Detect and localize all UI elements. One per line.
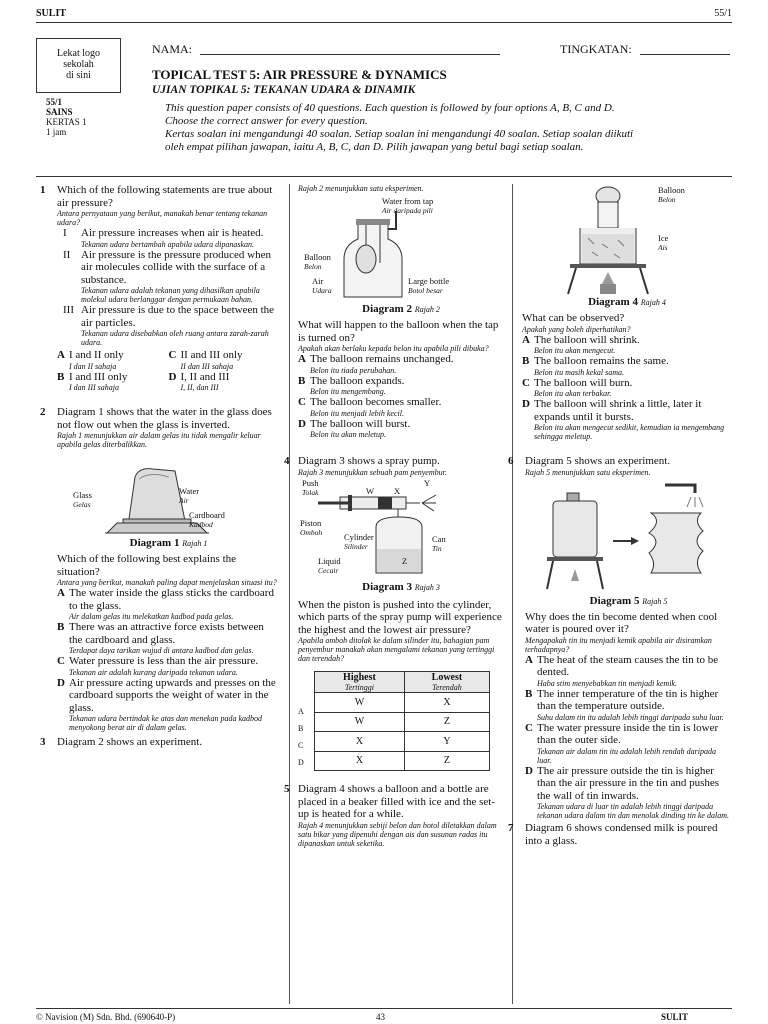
- question-4: [284, 455, 504, 771]
- diagram-2-caption: Diagram 2 Rajah 2: [362, 303, 440, 315]
- label-tap: Water from tap Air daripada pili: [382, 196, 434, 215]
- table-cell-lowest: Z: [404, 751, 489, 771]
- answer-option[interactable]: [298, 353, 504, 375]
- option-row: [525, 722, 732, 747]
- option-key: A: [298, 353, 306, 365]
- header-rule: [36, 22, 732, 23]
- option-row: [298, 418, 504, 431]
- question-stem: Diagram 3 shows a spray pump.: [298, 455, 440, 467]
- option-key: D: [57, 676, 65, 689]
- answer-option[interactable]: [57, 655, 280, 677]
- header-bottom-rule: [36, 176, 732, 177]
- answer-option[interactable]: [57, 621, 280, 655]
- option-text-ms: Air dalam gelas itu melekatkan kadbod pada gelas.: [69, 612, 234, 621]
- answer-option[interactable]: [169, 371, 281, 393]
- header-sulit: SULIT: [36, 8, 67, 19]
- statement-item: [57, 227, 280, 249]
- question-stem: Which of the following statements are true about air pressure?: [57, 184, 273, 209]
- class-label: TINGKATAN:: [560, 42, 632, 56]
- answer-option[interactable]: [57, 371, 169, 393]
- answer-table-wrap: [298, 671, 504, 771]
- answer-option[interactable]: [57, 587, 280, 621]
- question-2: [40, 406, 280, 732]
- table-cell-highest: X: [315, 751, 405, 771]
- tin-diagram-figure: [525, 477, 725, 595]
- answer-option[interactable]: [525, 765, 732, 821]
- statement-text: Air pressure increases when air is heated.: [81, 227, 264, 239]
- label-bottle: Large bottle Botol besar: [408, 276, 450, 295]
- instructions: This question paper consists of 40 questions. Each question is followed by four options A, B, C and D. Choose the correct answer for every question. Kertas soalan ini mengandungi 40 soalan. Setiap soalan ini mengandungi 40 soalan. Setiap soalan diikuti oleh empat pilihan jawapan, iaitu A, B, C, dan D. Pilih jawapan yang betul bagi setiap soalan.: [165, 102, 634, 153]
- option-row: [525, 654, 732, 679]
- paper-code: 55/1 SAINS KERTAS 1 1 jam: [46, 97, 87, 137]
- label-liquid: Liquid Cecair: [318, 555, 341, 575]
- question-stem: Diagram 6 shows condensed milk is poured into a glass.: [525, 822, 718, 847]
- option-key: A: [522, 333, 530, 346]
- statement-text: Air pressure is due to the space between the air particles.: [81, 304, 275, 329]
- answer-option[interactable]: [525, 722, 732, 765]
- question-prompt-ms: Mengapakah tin itu menjadi kemik apabila air disiramkan terhadapnya?: [525, 635, 712, 654]
- option-text-ms: Belon itu akan mengecut.: [534, 346, 616, 355]
- question-prompt: When the piston is pushed into the cylinder, which parts of the spray pump will experience the highest and the lowest air pressure?: [298, 598, 502, 636]
- question-6: [508, 455, 732, 820]
- question-number: 2: [40, 406, 46, 418]
- option-text-ms: I dan III sahaja: [69, 383, 119, 392]
- table-cell-highest: X: [315, 732, 405, 752]
- answer-option[interactable]: [522, 355, 732, 377]
- question-prompt: What will happen to the balloon when the tap is turned on?: [298, 319, 499, 344]
- answer-option[interactable]: [522, 334, 732, 356]
- option-text: The water pressure inside the tin is lower than the outer side.: [537, 721, 719, 746]
- column-1: [40, 184, 280, 1002]
- option-key: B: [522, 355, 530, 367]
- option-text: The inner temperature of the tin is higher than the temperature outside.: [537, 687, 719, 712]
- question-5: [284, 783, 504, 848]
- answer-option[interactable]: [57, 677, 280, 733]
- table-row[interactable]: [315, 712, 490, 732]
- table-header-lowest: Lowest Terendah: [404, 672, 489, 693]
- option-text: I, II and III: [180, 370, 230, 383]
- diagram-1-caption: Diagram 1 Rajah 1: [129, 537, 208, 549]
- diagram-5: [525, 477, 732, 595]
- option-text: Air pressure acting upwards and presses on the cardboard supports the weight of water in the glass.: [69, 676, 276, 714]
- option-text: The balloon will burn.: [534, 376, 633, 389]
- option-text: Water pressure is less than the air pressure.: [69, 655, 259, 667]
- column-2: [284, 184, 504, 1002]
- option-text-ms: I, II, dan III: [180, 383, 219, 392]
- option-text: I and III only: [69, 370, 128, 383]
- footer-sulit: SULIT: [660, 1012, 688, 1022]
- question-1: [40, 184, 280, 392]
- question-stem: Diagram 4 shows a balloon and a bottle are placed in a beaker filled with ice and the set-up is heated for a while.: [298, 783, 495, 820]
- answer-option[interactable]: [525, 688, 732, 722]
- answer-option[interactable]: [298, 418, 504, 440]
- label-x: X: [394, 485, 401, 496]
- statement-key: III: [63, 304, 74, 316]
- table-row[interactable]: [315, 732, 490, 752]
- option-text-ms: Tekanan air dalam tin itu adalah lebih rendah daripada luar.: [537, 746, 716, 765]
- option-row: [522, 377, 732, 390]
- option-text: The balloon will shrink a little, later it expands until it bursts.: [534, 398, 702, 423]
- question-stem-ms: Rajah 3 menunjukkan sebuah pam penyembur.: [298, 467, 447, 477]
- question-number: 3: [40, 736, 46, 748]
- option-key: A: [57, 587, 65, 599]
- label-z: Z: [402, 555, 408, 566]
- statement-row: [63, 249, 280, 287]
- diagram-4: [522, 184, 732, 296]
- logo-text: di sini: [66, 70, 91, 81]
- diagram-5-caption: Diagram 5 Rajah 5: [589, 594, 668, 607]
- label-w: W: [366, 485, 375, 496]
- option-text: The heat of the steam causes the tin to be dented.: [537, 653, 719, 678]
- question-number: 1: [40, 184, 46, 196]
- option-key: B: [525, 687, 533, 700]
- footer-rule: [36, 1008, 732, 1009]
- option-key: D: [525, 764, 533, 777]
- answer-option[interactable]: [522, 398, 732, 441]
- answer-option[interactable]: [57, 349, 169, 371]
- statement-item: [57, 304, 280, 347]
- option-text: The balloon remains the same.: [534, 355, 669, 367]
- name-label: NAMA:: [152, 42, 193, 56]
- question-7: [508, 822, 732, 847]
- label-y: Y: [424, 477, 431, 488]
- option-text-ms: Belon itu tiada perubahan.: [310, 365, 397, 375]
- option-text: The balloon becomes smaller.: [310, 396, 442, 408]
- table-cell-highest: W: [315, 693, 405, 713]
- table-row[interactable]: [315, 693, 490, 713]
- diagram-4-caption: Diagram 4 Rajah 4: [588, 296, 666, 308]
- option-key: C: [298, 396, 306, 408]
- option-row: [298, 375, 504, 388]
- answer-option[interactable]: [298, 375, 504, 397]
- option-text: The balloon will burst.: [310, 417, 411, 430]
- label-ice: Ice Ais: [658, 233, 669, 252]
- question-stem: Diagram 1 shows that the water in the glass does not flow out when the glass is inverted.: [57, 406, 272, 431]
- option-text-ms: Tekanan air adalah kurang daripada tekanan udara.: [69, 667, 238, 677]
- question-prompt-ms: Apabila omboh ditolak ke dalam silinder itu, bahagian pam penyembur manakah akan mengalami tekanan yang tertinggi dan terendah?: [298, 636, 495, 663]
- label-piston: Piston Omboh: [300, 517, 323, 537]
- option-text: I and II only: [69, 349, 124, 361]
- question-stem-ms: Rajah 4 menunjukkan sebiji belon dan botol diletakkan dalam satu bikar yang dipenuhi dengan ais dan susunan radas itu dipanaskan untuk seketika.: [298, 820, 497, 848]
- option-text-ms: Belon itu akan mengecut sedikit, kemudian ia mengembang sehingga meletup.: [534, 423, 725, 441]
- question-3: [40, 736, 280, 749]
- label-push: Push Tolak: [302, 477, 319, 497]
- table-cell-lowest: X: [404, 693, 489, 713]
- option-row: [57, 349, 169, 362]
- option-text-ms: Belon itu menjadi lebih kecil.: [310, 408, 404, 418]
- label-can: Can Tin: [432, 533, 446, 553]
- option-key: A: [525, 653, 533, 666]
- answer-option[interactable]: [169, 349, 281, 371]
- question-stem: Diagram 2 shows an experiment.: [57, 736, 203, 748]
- option-row: [522, 355, 732, 368]
- table-row-key: B: [298, 724, 304, 733]
- answer-table: [314, 671, 490, 771]
- table-row-key: D: [298, 758, 304, 767]
- question-number: 6: [508, 455, 514, 467]
- statement-text-ms: Tekanan udara disebabkan oleh ruang antara zarah-zarah udara.: [81, 329, 269, 347]
- option-text: The balloon expands.: [310, 374, 405, 387]
- option-row: [525, 688, 732, 713]
- option-text-ms: II dan III sahaja: [180, 361, 234, 371]
- question-prompt: Which of the following best explains the situation?: [57, 553, 237, 578]
- table-cell-lowest: Z: [404, 712, 489, 732]
- footer-copyright: © Navision (M) Sdn. Bhd. (690640-P): [36, 1012, 176, 1022]
- option-text-ms: Suhu dalam tin itu adalah lebih tinggi daripada suhu luar.: [537, 712, 724, 722]
- option-text-ms: Haba stim menyebabkan tin menjadi kemik.: [537, 678, 677, 688]
- option-text-ms: Tekanan udara bertindak ke atas dan menekan pada kadbod menyokong berat air di dalam gelas.: [69, 714, 263, 732]
- option-key: D: [298, 417, 306, 430]
- answer-option[interactable]: [522, 377, 732, 399]
- logo-text: Lekat logo: [56, 48, 101, 59]
- option-text-ms: Terdapat daya tarikan wujud di antara kadbod dan gelas.: [69, 646, 254, 655]
- option-text: The balloon remains unchanged.: [310, 353, 454, 365]
- statement-key: I: [63, 227, 67, 239]
- diagram-1: [57, 449, 280, 537]
- question-prompt: What can be observed?: [522, 312, 625, 324]
- option-key: A: [57, 349, 65, 361]
- option-key: C: [57, 655, 65, 667]
- question-stem-ms: Rajah 2 menunjukkan satu eksperimen.: [298, 184, 424, 193]
- question-prompt-ms: Apakah akan berlaku kepada belon itu apabila pili dibuka?: [298, 344, 489, 353]
- option-key: B: [298, 374, 306, 387]
- option-row: [57, 621, 280, 646]
- label-water: Water Air: [179, 486, 200, 505]
- table-row[interactable]: [315, 751, 490, 771]
- option-text-ms: Belon itu akan terbakar.: [534, 389, 612, 398]
- option-text: II and III only: [180, 349, 243, 361]
- option-row: [525, 765, 732, 803]
- option-row: [522, 398, 732, 423]
- question-prompt-ms: Apakah yang boleh diperhatikan?: [522, 324, 631, 334]
- option-row: [57, 677, 280, 715]
- page-title: TOPICAL TEST 5: AIR PRESSURE & DYNAMICS: [152, 67, 447, 82]
- option-row: [57, 371, 169, 384]
- question-stem: Diagram 5 shows an experiment.: [525, 455, 671, 467]
- label-cylinder: Cylinder Silinder: [344, 531, 374, 551]
- statement-text-ms: Tekanan udara adalah tekanan yang dihasilkan apabila molekul udara berlanggar dengan permukaan bahan.: [81, 286, 260, 304]
- page-number: 43: [376, 1012, 385, 1022]
- statement-key: II: [63, 248, 71, 261]
- option-text-ms: Belon itu mengembang.: [310, 387, 386, 396]
- logo-placeholder: [36, 38, 121, 93]
- column-3: [508, 184, 732, 1002]
- statement-row: [63, 227, 280, 240]
- label-glass: Glass Gelas: [73, 490, 92, 509]
- question-stem-ms: Antara pernyataan yang berikut, manakah benar tentang tekanan udara?: [57, 209, 268, 227]
- statement-item: [57, 249, 280, 305]
- option-text-ms: Tekanan udara di luar tin adalah lebih tinggi daripada tekanan udara dalam tin dan menolak dinding tin ke dalam.: [537, 802, 729, 820]
- question-number: 4: [284, 455, 290, 467]
- option-key: C: [168, 349, 177, 361]
- option-row: [169, 371, 281, 384]
- question-stem-ms: Rajah 1 menunjukkan air dalam gelas itu tidak mengalir keluar apabila gelas diterbalikkan.: [57, 431, 261, 449]
- table-header-highest: Highest Tertinggi: [315, 672, 405, 693]
- label-air: Air Udara: [312, 276, 332, 295]
- option-key: C: [525, 721, 533, 734]
- statement-text: Air pressure is the pressure produced when air molecules collide with the surface of a substance.: [81, 248, 271, 286]
- page-subtitle: UJIAN TOPIKAL 5: TEKANAN UDARA & DINAMIK: [152, 84, 416, 96]
- label-cardboard: Cardboard Kadbod: [189, 510, 225, 529]
- option-row: [522, 334, 732, 347]
- option-row: [169, 349, 281, 362]
- option-key: B: [57, 621, 65, 633]
- option-row: [57, 587, 280, 612]
- class-field[interactable]: [640, 54, 730, 55]
- question-number: 7: [508, 822, 514, 834]
- name-field[interactable]: [200, 54, 500, 55]
- header-code: 55/1: [714, 8, 732, 19]
- table-cell-lowest: Y: [404, 732, 489, 752]
- question-prompt-ms: Antara yang berikut, manakah paling dapat menjelaskan situasi itu?: [57, 578, 277, 587]
- option-row: [57, 655, 280, 668]
- beaker-diagram-figure: [522, 184, 732, 296]
- option-text-ms: I dan II sahaja: [69, 361, 117, 371]
- statement-text-ms: Tekanan udara bertambah apabila udara dipanaskan.: [81, 239, 255, 249]
- diagram-3: [298, 477, 504, 581]
- diagram-3-caption: Diagram 3 Rajah 3: [362, 580, 440, 593]
- option-row: [298, 353, 504, 366]
- question-prompt: Why does the tin become dented when cool water is poured over it?: [525, 610, 718, 635]
- statement-row: [63, 304, 280, 329]
- table-row-key: C: [298, 741, 304, 750]
- table-cell-highest: W: [315, 712, 405, 732]
- logo-text: sekolah: [63, 59, 94, 70]
- label-balloon: Balloon Belon: [304, 252, 331, 271]
- option-text: The balloon will shrink.: [534, 333, 640, 346]
- option-row: [298, 396, 504, 409]
- answer-option[interactable]: [525, 654, 732, 688]
- option-text: The water inside the glass sticks the cardboard to the glass.: [69, 587, 274, 612]
- diagram-2: [298, 193, 504, 305]
- option-key: D: [522, 398, 530, 410]
- answer-option[interactable]: [298, 396, 504, 418]
- question-stem-ms: Rajah 5 menunjukkan satu eksperimen.: [525, 467, 651, 477]
- label-balloon: Balloon Belon: [658, 185, 685, 204]
- option-key: D: [168, 370, 177, 383]
- option-text-ms: Belon itu akan meletup.: [310, 430, 386, 439]
- option-text: The air pressure outside the tin is higher than the air pressure in the tin and pushes the wall of tin inwards.: [537, 764, 720, 802]
- question-number: 5: [284, 783, 290, 795]
- option-key: B: [57, 370, 65, 383]
- table-row-key: A: [298, 707, 304, 716]
- option-key: C: [522, 376, 530, 389]
- option-text-ms: Belon itu masih kekal sama.: [534, 367, 624, 377]
- option-text: There was an attractive force exists between the cardboard and glass.: [69, 621, 264, 646]
